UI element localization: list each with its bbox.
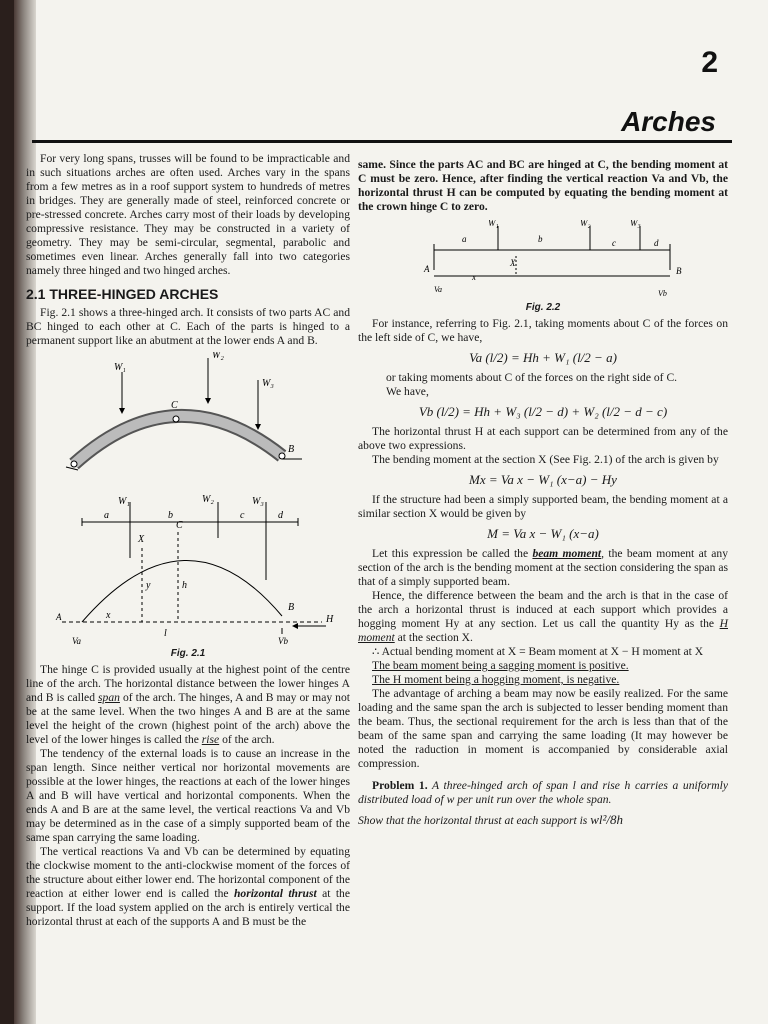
hogging-line: The H moment being a hogging moment, is negative.: [372, 673, 620, 686]
fig1-w3: W₃: [262, 378, 274, 389]
fig1-c-top: C: [171, 400, 178, 411]
fig-2-2-caption: Fig. 2.2: [525, 302, 561, 313]
fig-2-1-caption: Fig. 2.1: [170, 648, 206, 659]
horizontal-thrust-term: horizontal thrust: [233, 887, 317, 900]
fig1-d: d: [278, 510, 283, 521]
fig1-vb: Vb: [278, 636, 288, 644]
fig2-w1: W₁: [488, 220, 499, 228]
fig1-h-force: H: [326, 614, 334, 625]
problem-result-line: Show that the horizontal thrust at each support is wl²/8h: [358, 812, 624, 827]
beam-moment-paragraph: Let this expression be called the beam moment, the beam moment at any section of the arch is the bending moment at the section considering the span as that of a simply supported beam.: [358, 547, 728, 588]
reactions-paragraph: The vertical reactions Va and Vb can be determined by equating the clockwise moment to the anti-clockwise moment of the forces of the structure about either lower end. The horizontal component of the reaction at either lower end is called the horizontal thrust at the support. If the load system applied on the arch is entirely vertical the horizontal thrust at each of the supports A and B must be the: [26, 845, 351, 928]
problem-result: wl²/8h: [590, 812, 624, 827]
or-paragraph: or taking moments about C of the forces on the right side of C.: [386, 371, 678, 384]
fig1-a-label: A: [56, 612, 62, 622]
fig1-b: b: [168, 510, 173, 521]
chapter-title: Arches: [621, 106, 716, 137]
crown-paragraph: same. Since the parts AC and BC are hinged at C, the bending moment at C must be zero. Hence, after finding the vertical reaction Va and Vb, the horizontal thrust H can be computed by equating the bending moment at the crown hinge C to zero.: [358, 158, 728, 213]
fig1-a: a: [104, 510, 109, 521]
fig2-w3: W₃: [630, 220, 641, 228]
fig2-vb: Vb: [658, 289, 667, 298]
fig1-l: l: [164, 628, 167, 639]
fig1-w2: W₂: [212, 352, 224, 361]
fig-2-1: [26, 352, 350, 644]
equation-3: Mx = Va x − W₁ (x−a) − Hy: [469, 472, 617, 487]
fig1-h: h: [182, 580, 187, 591]
fig2-w2: W₂: [580, 220, 591, 228]
advantage-paragraph: The advantage of arching a beam may now be easily realized. For the same loading and the same span the arch is subjected to lesser bending moment than the beam. Thus, the sectional requirement for the arch is less than that of the beam of the same span and carrying the same loading (It may however be noted the raduction in moment is accompanied by considerable axial compression.: [358, 687, 728, 770]
fig2-d: d: [654, 238, 659, 248]
problem-1: Problem 1. A three-hinged arch of span l and rise h carries a uniformly distributed load of w per unit run over the whole span.: [358, 779, 728, 806]
fig1-b-top: B: [288, 444, 295, 455]
beam-moment-term: beam moment: [532, 547, 602, 560]
thrust-paragraph: The horizontal thrust H at each support can be determined from any of the above two expressions.: [358, 425, 728, 452]
fig2-a: a: [462, 234, 467, 244]
section-paragraph: Fig. 2.1 shows a three-hinged arch. It consists of two parts AC and BC hinged to each other at C. Each of the parts is hinged to a permanent support like an abutment at the lower ends A and B.: [26, 306, 350, 347]
instance-paragraph: For instance, referring to Fig. 2.1, taking moments about C of the forces on the left side of C, we have,: [358, 317, 728, 344]
intro-paragraph: For very long spans, trusses will be found to be impracticable and in such situations arches are often used. Arches vary in the spans from a few metres as in a roof support system to hundreds of metres in bridges. They are generally made of steel, reinforced concrete or pre-stressed concrete. Arches carry most of their loads by developing compressive resistance. They may be constructed in a variety of geometry. They may be semi-circular, segmental, parabolic and sometimes even linear. Arches generally fall into two categories namely three hinged and two hinged arches.: [26, 152, 350, 277]
fig1-w3-b: W₃: [252, 496, 264, 507]
hinge-paragraph: The hinge C is provided usually at the highest point of the centre line of the arch. The horizontal distance between the lower hinges A and B is called span of the arch. The hinges, A and B may or may not be at the same level. When the two hinges A and B are at the same level the height of the crown (highest point of the arch) above the level of the lower hinges is called the rise of the arch.: [26, 663, 350, 746]
bm-paragraph: The bending moment at the section X (See Fig. 2.1) of the arch is given by: [372, 453, 719, 466]
fig2-b-label: B: [676, 266, 682, 276]
problem-label: Problem 1.: [372, 779, 428, 792]
fig1-c-lower: C: [176, 520, 183, 531]
chapter-rule: [32, 140, 732, 143]
equation-4: M = Va x − W₁ (x−a): [487, 526, 599, 541]
fig1-w1-b: W₁: [118, 496, 130, 507]
simply-supported-paragraph: If the structure had been a simply supported beam, the bending moment at a similar section X would be given by: [358, 493, 728, 520]
fig1-b-lower: B: [288, 602, 295, 613]
sagging-line: The beam moment being a sagging moment is positive.: [372, 659, 629, 672]
fig1-w2-b: W₂: [202, 494, 214, 505]
right-column: [358, 158, 728, 828]
fig2-x-upper: X: [510, 258, 516, 268]
fig2-b: b: [538, 234, 543, 244]
tendency-paragraph: The tendency of the external loads is to cause an increase in the span length. Since neither vertical nor horizontal movements are possible at the lower hinges, the reactions at each of the lower hinges A and B will have vertical and horizontal components. When the ends A and B are at the same level, the vertical reactions Va and Vb may be determined as in the case of a simply supported beam of the same span carrying the same loading.: [26, 747, 350, 844]
equation-2: Vb (l/2) = Hh + W₃ (l/2 − d) + W₂ (l/2 − d − c): [418, 404, 668, 419]
span-term: span: [98, 691, 120, 704]
fig1-va: Va: [72, 636, 81, 644]
fig-2-2: [358, 220, 728, 298]
rise-term: rise: [201, 733, 220, 746]
difference-paragraph: Hence, the difference between the beam and the arch is that in the case of the arch a horizontal thrust is induced at each support which provides a hogging moment Hy at any section. Let us call the quantity Hy as the H moment at the section X.: [358, 589, 728, 644]
book-page: [14, 0, 768, 1024]
equation-1: Va (l/2) = Hh + W₁ (l/2 − a): [469, 350, 617, 365]
left-column: [26, 152, 350, 929]
fig1-c: c: [240, 510, 245, 521]
fig1-x: x: [106, 610, 111, 621]
fig1-w1: W₁: [114, 362, 126, 373]
fig2-a-label: A: [424, 264, 430, 274]
fig2-va: Va: [434, 285, 442, 294]
fig2-x: x: [472, 272, 476, 282]
section-heading: 2.1 THREE-HINGED ARCHES: [26, 286, 219, 302]
h-moment-term: H moment: [358, 617, 728, 644]
actual-bm: ∴ Actual bending moment at X = Beam moment at X − H moment at X: [372, 645, 704, 658]
we-have: We have,: [386, 385, 429, 398]
fig1-y: y: [146, 580, 151, 591]
fig2-c: c: [612, 238, 616, 248]
chapter-number: 2: [701, 46, 718, 79]
fig1-x-upper: X: [138, 534, 145, 545]
